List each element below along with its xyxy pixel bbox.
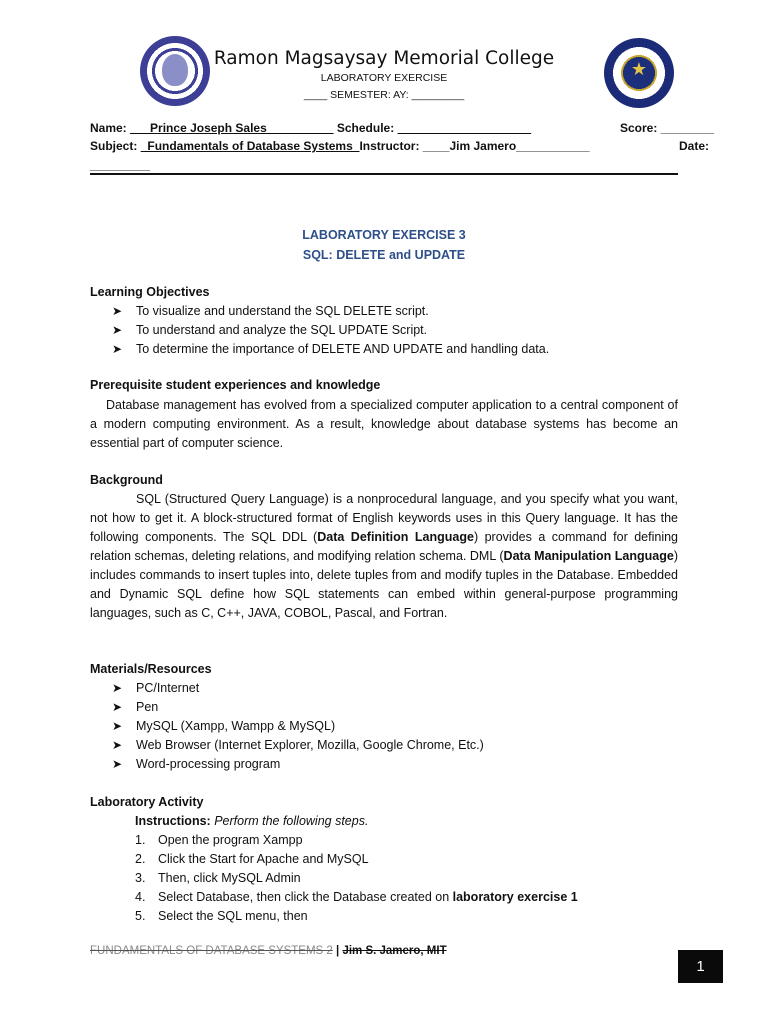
instructor-value: ____Jim Jamero___________ (422, 139, 590, 153)
list-item: ➤ MySQL (Xampp, Wampp & MySQL) (112, 717, 484, 736)
objectives-heading: Learning Objectives (90, 285, 210, 299)
exercise-title: LABORATORY EXERCISE 3 (302, 228, 466, 242)
list-item: ➤ Web Browser (Internet Explorer, Mozilla, Google Chrome, Etc.) (112, 736, 484, 755)
footer-text (90, 945, 447, 957)
score-label: Score: (620, 121, 658, 135)
semester-line: ____ SEMESTER: AY: _________ (303, 89, 465, 101)
page-number: 1 (678, 950, 723, 983)
arrow-bullet-icon: ➤ (112, 757, 123, 771)
date-label: Date: (679, 139, 710, 153)
activity-heading: Laboratory Activity (90, 795, 204, 809)
arrow-bullet-icon: ➤ (112, 700, 123, 714)
footer-subject: FUNDAMENTALS OF DATABASE SYSTEMS 2 (90, 945, 333, 957)
step-item: 1. Open the program Xampp (135, 833, 303, 847)
dml-term: Data Manipulation Language (503, 549, 674, 563)
list-item: ➤ Word-processing program (112, 755, 484, 774)
list-item: ➤ PC/Internet (112, 679, 484, 698)
arrow-bullet-icon: ➤ (112, 342, 123, 356)
step-item: 4. Select Database, then click the Database created on laboratory exercise 1 (135, 890, 578, 904)
footer-separator: | (332, 945, 343, 957)
list-item: ➤ Pen (112, 698, 484, 717)
list-item: ➤ To determine the importance of DELETE AND UPDATE and handling data. (112, 340, 549, 359)
header-divider (90, 173, 678, 175)
instructions-text: Perform the following steps. (214, 814, 369, 828)
ddl-term: Data Definition Language (317, 530, 474, 544)
instructor-label: Instructor: (359, 139, 420, 153)
list-item: ➤ To understand and analyze the SQL UPDATE Script. (112, 321, 549, 340)
arrow-bullet-icon: ➤ (112, 681, 123, 695)
date-value: _________ (90, 158, 151, 172)
prerequisite-paragraph: Database management has evolved from a specialized computer application to a central component of a modern computing environment. As a result, knowledge about database systems has become an essential part of computer science. (90, 398, 678, 450)
arrow-bullet-icon: ➤ (112, 719, 123, 733)
list-item: ➤ To visualize and understand the SQL DELETE script. (112, 302, 549, 321)
subject-value: _Fundamentals of Database Systems_ (140, 139, 360, 153)
college-name: Ramon Magsaysay Memorial College (213, 48, 555, 69)
score-value: ________ (660, 121, 715, 135)
info-row-name (90, 121, 531, 135)
name-label: Name: (90, 121, 127, 135)
arrow-bullet-icon: ➤ (112, 323, 123, 337)
info-row-subject (90, 139, 590, 153)
star-icon: ★ (630, 59, 648, 79)
arrow-bullet-icon: ➤ (112, 304, 123, 318)
steps-list (135, 831, 578, 926)
background-paragraph: SQL (Structured Query Language) is a nonprocedural language, and you specify what you want, not how to get it. A block-structured format of English keywords uses in this Query language. It has the following components. The SQL DDL (Data Definition Language) provides a command for defining relation schemas, deleting relations, and modifying relation schema. DML (Data Manipulation Language) includes commands to insert tuples into, delete tuples from and modify tuples in the Database. Embedded and Dynamic SQL define how SQL statements can embed within general-purpose programming languages, such as C, C++, JAVA, COBOL, Pascal, and Fortran. (90, 492, 679, 620)
exercise-label: LABORATORY EXERCISE (320, 72, 448, 84)
arrow-bullet-icon: ➤ (112, 738, 123, 752)
exercise-subtitle: SQL: DELETE and UPDATE (302, 248, 466, 262)
objectives-list (112, 302, 549, 359)
instructions-label: Instructions: (135, 814, 211, 828)
prerequisite-heading: Prerequisite student experiences and knowledge (90, 378, 381, 392)
step-item: 5. Select the SQL menu, then (135, 909, 308, 923)
instructions-line (135, 814, 368, 828)
score-field (620, 121, 714, 135)
step-item: 2. Click the Start for Apache and MySQL (135, 852, 369, 866)
materials-heading: Materials/Resources (90, 662, 212, 676)
step-item: 3. Then, click MySQL Admin (135, 871, 301, 885)
footer-author: Jim S. Jamero, MIT (342, 945, 447, 957)
subject-label: Subject: (90, 139, 138, 153)
background-heading: Background (90, 473, 163, 487)
schedule-value: ____________________ (397, 121, 532, 135)
materials-list (112, 679, 484, 774)
schedule-label: Schedule: (336, 121, 395, 135)
name-value: ___Prince Joseph Sales__________ (130, 121, 334, 135)
